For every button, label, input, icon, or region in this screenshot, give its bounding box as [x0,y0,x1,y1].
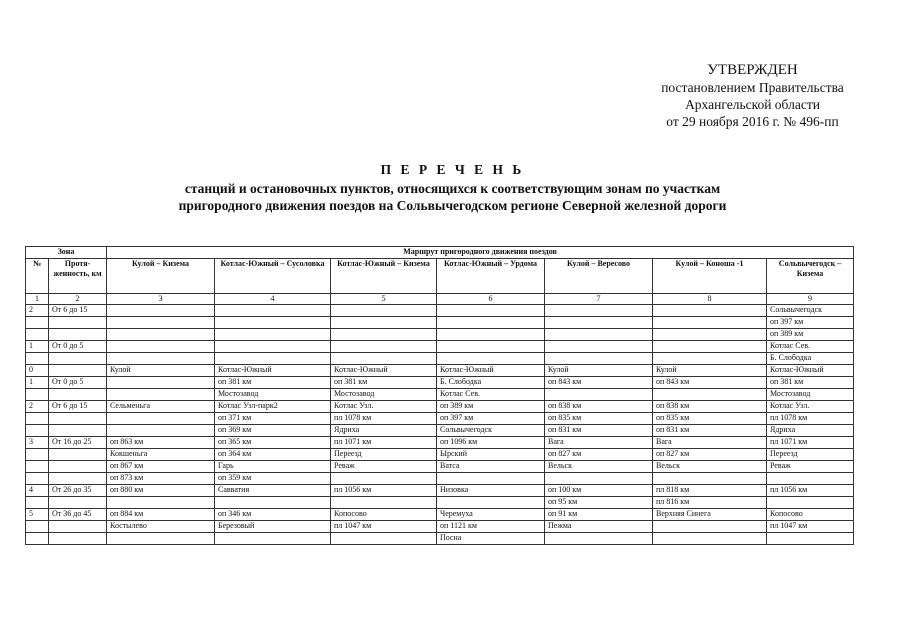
table-cell: оп 95 км [545,497,653,509]
col-number: 5 [331,294,437,305]
table-cell: Реваж [331,461,437,473]
table-row [26,533,854,545]
col-number: 4 [215,294,331,305]
table-cell [653,389,767,401]
table-cell [437,305,545,317]
table-row [26,461,854,473]
table-cell: Кулой [653,365,767,377]
table-cell [215,497,331,509]
table-cell [49,365,107,377]
table-cell [437,317,545,329]
table-cell [545,533,653,545]
table-cell: пл 1047 км [767,521,854,533]
approval-block [640,62,865,130]
table-cell: пл 1071 км [331,437,437,449]
document-subtitle-2: пригородного движения поездов на Сольвычегодском регионе Северной железной дороги [178,198,727,213]
table-cell: оп 867 км [107,461,215,473]
table-cell [215,317,331,329]
table-cell: Кулой [107,365,215,377]
table-cell [215,533,331,545]
table-cell [545,341,653,353]
table-cell: оп 91 км [545,509,653,521]
table-cell: Ядриха [767,425,854,437]
table-row [26,473,854,485]
table-cell: 3 [26,437,49,449]
table-row [26,521,854,533]
table-cell: оп 364 км [215,449,331,461]
header-row-numbers [26,294,854,305]
table-cell: Сольвычегодск [437,425,545,437]
table-cell: пл 816 км [653,497,767,509]
table-cell [331,473,437,485]
table-row [26,365,854,377]
table-row [26,377,854,389]
table-cell [107,389,215,401]
table-cell: Вельск [545,461,653,473]
table-row [26,305,854,317]
table-cell [653,305,767,317]
table-cell [437,497,545,509]
table-cell: Копосово [767,509,854,521]
table-cell: От 6 до 15 [49,401,107,413]
table-cell [107,497,215,509]
table-cell: оп 381 км [215,377,331,389]
table-cell: оп 359 км [215,473,331,485]
table-cell [331,329,437,341]
table-cell: Котлас Узл. [767,401,854,413]
table-cell: Пежма [545,521,653,533]
table-cell: пл 818 км [653,485,767,497]
table-cell: 5 [26,509,49,521]
table-cell [49,425,107,437]
table-cell [26,329,49,341]
table-cell: 0 [26,365,49,377]
table-cell: От 16 до 25 [49,437,107,449]
table-cell [26,353,49,365]
header-row-columns [26,259,854,294]
table-cell: Вельск [653,461,767,473]
col-number: 2 [49,294,107,305]
table-cell: Котлас-Южный [331,365,437,377]
table-cell: Кокшеньга [107,449,215,461]
table-cell: Копосово [331,509,437,521]
table-cell [49,461,107,473]
table-row [26,497,854,509]
table-cell: 2 [26,305,49,317]
table-cell [331,341,437,353]
table-cell: оп 835 км [545,413,653,425]
table-cell [49,449,107,461]
table-cell: Реваж [767,461,854,473]
table-cell: Низовка [437,485,545,497]
table-cell [437,353,545,365]
table-cell: оп 346 км [215,509,331,521]
table-cell [437,473,545,485]
table-cell: Котлас Сев. [437,389,545,401]
table-cell [49,329,107,341]
table-cell: 1 [26,341,49,353]
table-cell: Ырский [437,449,545,461]
table-cell: пл 1078 км [767,413,854,425]
table-cell: Гарь [215,461,331,473]
table-cell [26,425,49,437]
table-cell: оп 831 км [653,425,767,437]
document-title: П Е Р Е Ч Е Н Ь [380,162,525,177]
table-cell [107,425,215,437]
table-cell: Котлас Узл-парк2 [215,401,331,413]
table-cell [767,473,854,485]
table-cell: 2 [26,401,49,413]
table-cell: Котлас-Южный [215,365,331,377]
table-cell [331,305,437,317]
table-cell: Переезд [331,449,437,461]
table-row [26,413,854,425]
table-cell: оп 827 км [653,449,767,461]
table-cell: оп 827 км [545,449,653,461]
table-cell [107,329,215,341]
table-cell [26,533,49,545]
table-cell [331,533,437,545]
stations-table [25,246,854,545]
table-cell [437,341,545,353]
table-cell [545,317,653,329]
col-header-route-3: Котлас-Южный – Кизема [331,259,437,294]
table-cell [107,353,215,365]
table-cell [215,305,331,317]
table-cell [26,497,49,509]
col-header-route-7: Сольвычегодск – Кизема [767,259,854,294]
table-cell [767,497,854,509]
table-cell [653,521,767,533]
table-cell: Черемуха [437,509,545,521]
table-cell: оп 843 км [545,377,653,389]
table-cell [653,341,767,353]
table-cell: оп 838 км [653,401,767,413]
table-cell [26,473,49,485]
table-cell [653,353,767,365]
table-cell [49,521,107,533]
col-header-route-1: Кулой – Кизема [107,259,215,294]
table-cell: оп 843 км [653,377,767,389]
table-cell: Ватса [437,461,545,473]
table-cell: Котлас-Южный [437,365,545,377]
table-cell [107,377,215,389]
table-cell: Мостозавод [331,389,437,401]
table-cell: оп 365 км [215,437,331,449]
table-cell [545,353,653,365]
col-header-route-2: Котлас-Южный – Сусоловка [215,259,331,294]
table-cell: Березовый [215,521,331,533]
table-cell [49,389,107,401]
table-cell: Сольвычегодск [767,305,854,317]
table-cell [107,413,215,425]
table-row [26,425,854,437]
table-cell: оп 371 км [215,413,331,425]
table-cell [49,473,107,485]
table-cell: оп 873 км [107,473,215,485]
table-cell: От 36 до 45 [49,509,107,521]
table-cell [545,329,653,341]
table-row [26,329,854,341]
col-number: 7 [545,294,653,305]
table-cell: пл 1071 км [767,437,854,449]
col-header-length: Протя-женность, км [49,259,107,294]
table-cell: оп 884 км [107,509,215,521]
table-cell: оп 1096 км [437,437,545,449]
col-number: 6 [437,294,545,305]
table-cell [653,533,767,545]
table-cell: оп 880 км [107,485,215,497]
table-cell [107,317,215,329]
table-cell [49,317,107,329]
table-cell [331,497,437,509]
table-row [26,317,854,329]
table-cell: Котлас Узл. [331,401,437,413]
table-cell [331,353,437,365]
table-cell: Кулой [545,365,653,377]
table-cell: оп 381 км [767,377,854,389]
approval-title: УТВЕРЖДЕН [707,62,798,78]
table-cell: Вага [653,437,767,449]
table-cell: пл 1056 км [767,485,854,497]
table-row [26,389,854,401]
table-row [26,437,854,449]
table-cell [26,413,49,425]
approval-date: от 29 ноября 2016 г. № 496-пп [666,114,839,129]
table-row [26,341,854,353]
table-cell [26,449,49,461]
document-heading [0,160,905,214]
table-cell: оп 1121 км [437,521,545,533]
table-cell [653,317,767,329]
table-row [26,485,854,497]
table-cell: оп 389 км [437,401,545,413]
table-cell [107,305,215,317]
table-cell [26,389,49,401]
col-number: 9 [767,294,854,305]
table-cell: оп 100 км [545,485,653,497]
table-cell: оп 397 км [437,413,545,425]
table-cell: От 0 до 5 [49,377,107,389]
table-row [26,353,854,365]
table-cell [26,521,49,533]
table-cell [215,329,331,341]
col-header-route-6: Кулой – Коноша -1 [653,259,767,294]
table-cell [49,353,107,365]
table-cell [107,533,215,545]
table-cell: Посна [437,533,545,545]
table-cell [767,533,854,545]
table-cell [437,329,545,341]
table-cell [215,341,331,353]
table-cell: оп 369 км [215,425,331,437]
table-cell [26,317,49,329]
col-header-no: № [26,259,49,294]
table-cell [49,413,107,425]
table-cell [331,317,437,329]
table-cell [545,305,653,317]
table-cell [49,497,107,509]
table-cell: оп 863 км [107,437,215,449]
table-cell: Верхняя Синега [653,509,767,521]
table-cell: Мостозавод [215,389,331,401]
table-cell: пл 1078 км [331,413,437,425]
table-cell [215,353,331,365]
zone-header: Зона [26,247,107,259]
table-cell: Котлас Сев. [767,341,854,353]
table-cell: оп 838 км [545,401,653,413]
table-cell: 1 [26,377,49,389]
table-cell: От 0 до 5 [49,341,107,353]
table-row [26,401,854,413]
table-cell: 4 [26,485,49,497]
table-cell [545,473,653,485]
table-cell: Мостозавод [767,389,854,401]
table-cell: оп 381 км [331,377,437,389]
table-cell: оп 835 км [653,413,767,425]
document-subtitle-1: станций и остановочных пунктов, относящихся к соответствующим зонам по участкам [184,181,721,196]
table-cell: Б. Слободка [437,377,545,389]
table-cell: Вага [545,437,653,449]
approval-authority: постановлением Правительства [661,80,844,95]
table-cell: Савватия [215,485,331,497]
table-cell [653,329,767,341]
table-cell: От 26 до 35 [49,485,107,497]
table-cell [26,461,49,473]
table-cell: оп 397 км [767,317,854,329]
table-cell: пл 1056 км [331,485,437,497]
table-cell [49,533,107,545]
table-cell: Котлас-Южный [767,365,854,377]
route-header: Маршрут пригородного движения поездов [107,247,854,259]
table-cell: Костылево [107,521,215,533]
header-row-groups [26,247,854,259]
table-cell: оп 831 км [545,425,653,437]
table-cell: Сельменьга [107,401,215,413]
table-cell: Переезд [767,449,854,461]
table-row [26,449,854,461]
approval-region: Архангельской области [685,97,820,112]
col-header-route-4: Котлас-Южный – Урдома [437,259,545,294]
table-row [26,509,854,521]
table-cell: Б. Слободка [767,353,854,365]
col-header-route-5: Кулой – Вересово [545,259,653,294]
table-cell [107,341,215,353]
col-number: 1 [26,294,49,305]
table-cell: Ядриха [331,425,437,437]
table-cell: оп 389 км [767,329,854,341]
table-cell: От 6 до 15 [49,305,107,317]
table-cell [653,473,767,485]
table-cell [545,389,653,401]
col-number: 3 [107,294,215,305]
col-number: 8 [653,294,767,305]
table-cell: пл 1047 км [331,521,437,533]
